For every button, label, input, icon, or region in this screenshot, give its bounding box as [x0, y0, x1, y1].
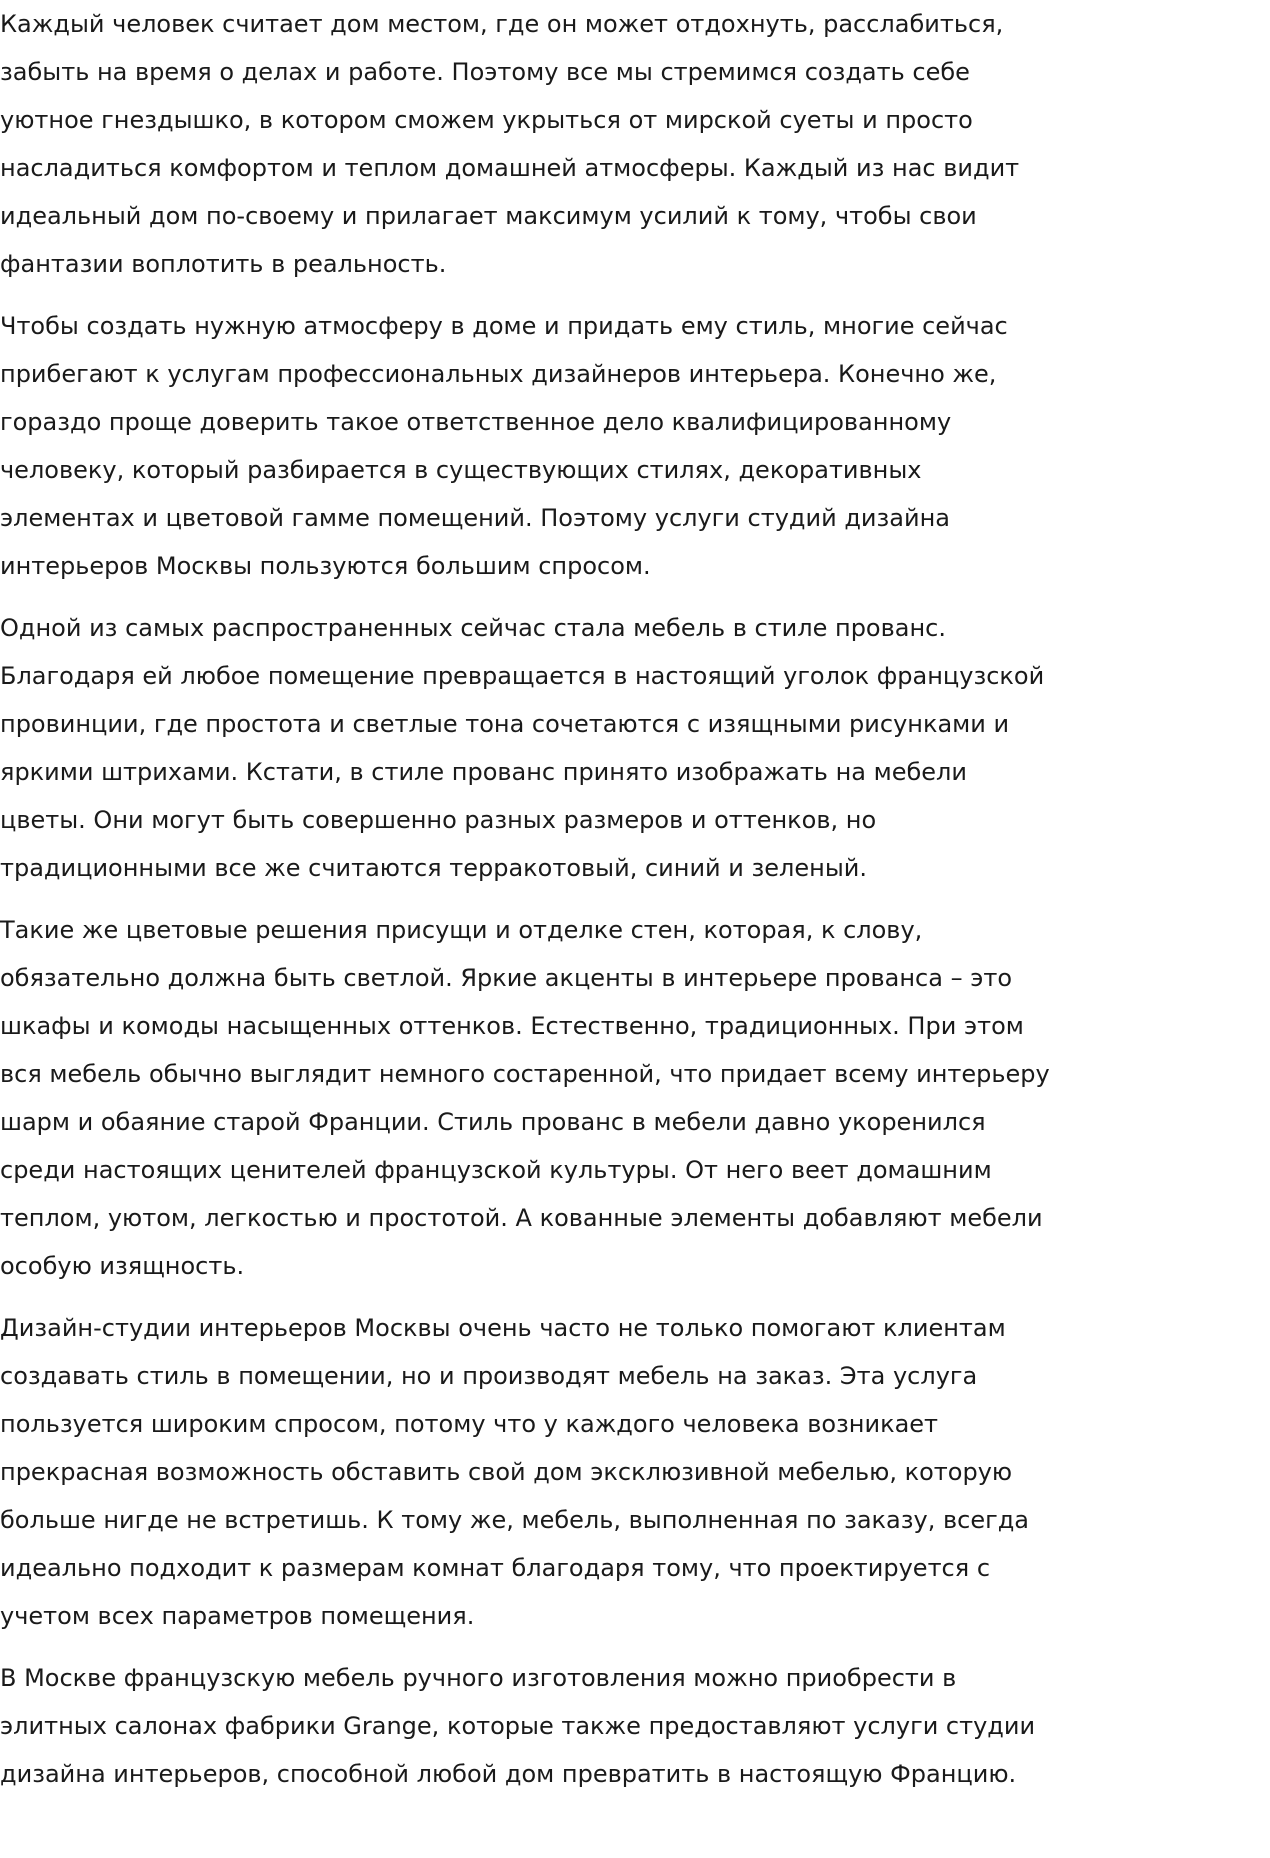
text-line: интерьеров Москвы пользуются большим спросом. [0, 552, 651, 580]
text-line: шкафы и комоды насыщенных оттенков. Естественно, традиционных. При этом [0, 1012, 1024, 1040]
text-line: теплом, уютом, легкостью и простотой. А кованные элементы добавляют мебели [0, 1204, 1043, 1232]
text-line: Дизайн-студии интерьеров Москвы очень часто не только помогают клиентам [0, 1314, 1006, 1342]
text-line: фантазии воплотить в реальность. [0, 250, 447, 278]
text-line: больше нигде не встретишь. К тому же, мебель, выполненная по заказу, всегда [0, 1506, 1029, 1534]
text-line: вся мебель обычно выглядит немного состаренной, что придает всему интерьеру [0, 1060, 1050, 1088]
text-line: элементах и цветовой гамме помещений. Поэтому услуги студий дизайна [0, 504, 950, 532]
text-line: В Москве французскую мебель ручного изготовления можно приобрести в [0, 1664, 957, 1692]
text-line: Чтобы создать нужную атмосферу в доме и придать ему стиль, многие сейчас [0, 312, 1008, 340]
text-line: учетом всех параметров помещения. [0, 1602, 475, 1630]
text-line: гораздо проще доверить такое ответственное дело квалифицированному [0, 408, 952, 436]
text-line: дизайна интерьеров, способной любой дом превратить в настоящую Францию. [0, 1760, 1017, 1788]
paragraph-5 [0, 1304, 1160, 1640]
text-line: провинции, где простота и светлые тона сочетаются с изящными рисунками и [0, 710, 1010, 738]
text-line: человеку, который разбирается в существующих стилях, декоративных [0, 456, 922, 484]
text-line: уютное гнездышко, в котором сможем укрыться от мирской суеты и просто [0, 106, 973, 134]
text-line: идеально подходит к размерам комнат благодаря тому, что проектируется с [0, 1554, 991, 1582]
text-line: насладиться комфортом и теплом домашней атмосферы. Каждый из нас видит [0, 154, 1020, 182]
text-line: обязательно должна быть светлой. Яркие акценты в интерьере прованса – это [0, 964, 1013, 992]
text-line: забыть на время о делах и работе. Поэтому все мы стремимся создать себе [0, 58, 970, 86]
text-line: яркими штрихами. Кстати, в стиле прованс принято изображать на мебели [0, 758, 967, 786]
text-line: Одной из самых распространенных сейчас стала мебель в стиле прованс. [0, 614, 946, 642]
text-line: шарм и обаяние старой Франции. Стиль прованс в мебели давно укоренился [0, 1108, 986, 1136]
text-line: идеальный дом по-своему и прилагает максимум усилий к тому, чтобы свои [0, 202, 977, 230]
text-line: цветы. Они могут быть совершенно разных размеров и оттенков, но [0, 806, 877, 834]
text-line: прекрасная возможность обставить свой дом эксклюзивной мебелью, которую [0, 1458, 1013, 1486]
text-line: среди настоящих ценителей французской культуры. От него веет домашним [0, 1156, 992, 1184]
text-line: Каждый человек считает дом местом, где он может отдохнуть, расслабиться, [0, 10, 1004, 38]
paragraph-2 [0, 302, 1160, 590]
text-line: пользуется широким спросом, потому что у каждого человека возникает [0, 1410, 939, 1438]
text-line: создавать стиль в помещении, но и производят мебель на заказ. Эта услуга [0, 1362, 978, 1390]
text-line: традиционными все же считаются терракотовый, синий и зеленый. [0, 854, 867, 882]
paragraph-1 [0, 0, 1160, 288]
paragraph-3 [0, 604, 1160, 892]
text-line: элитных салонах фабрики Grange, которые также предоставляют услуги студии [0, 1712, 1036, 1740]
paragraph-4 [0, 906, 1160, 1290]
text-line: Такие же цветовые решения присущи и отделке стен, которая, к слову, [0, 916, 923, 944]
text-line: прибегают к услугам профессиональных дизайнеров интерьера. Конечно же, [0, 360, 997, 388]
paragraph-6 [0, 1654, 1160, 1798]
text-line: Благодаря ей любое помещение превращается в настоящий уголок французской [0, 662, 1045, 690]
text-line: особую изящность. [0, 1252, 245, 1280]
